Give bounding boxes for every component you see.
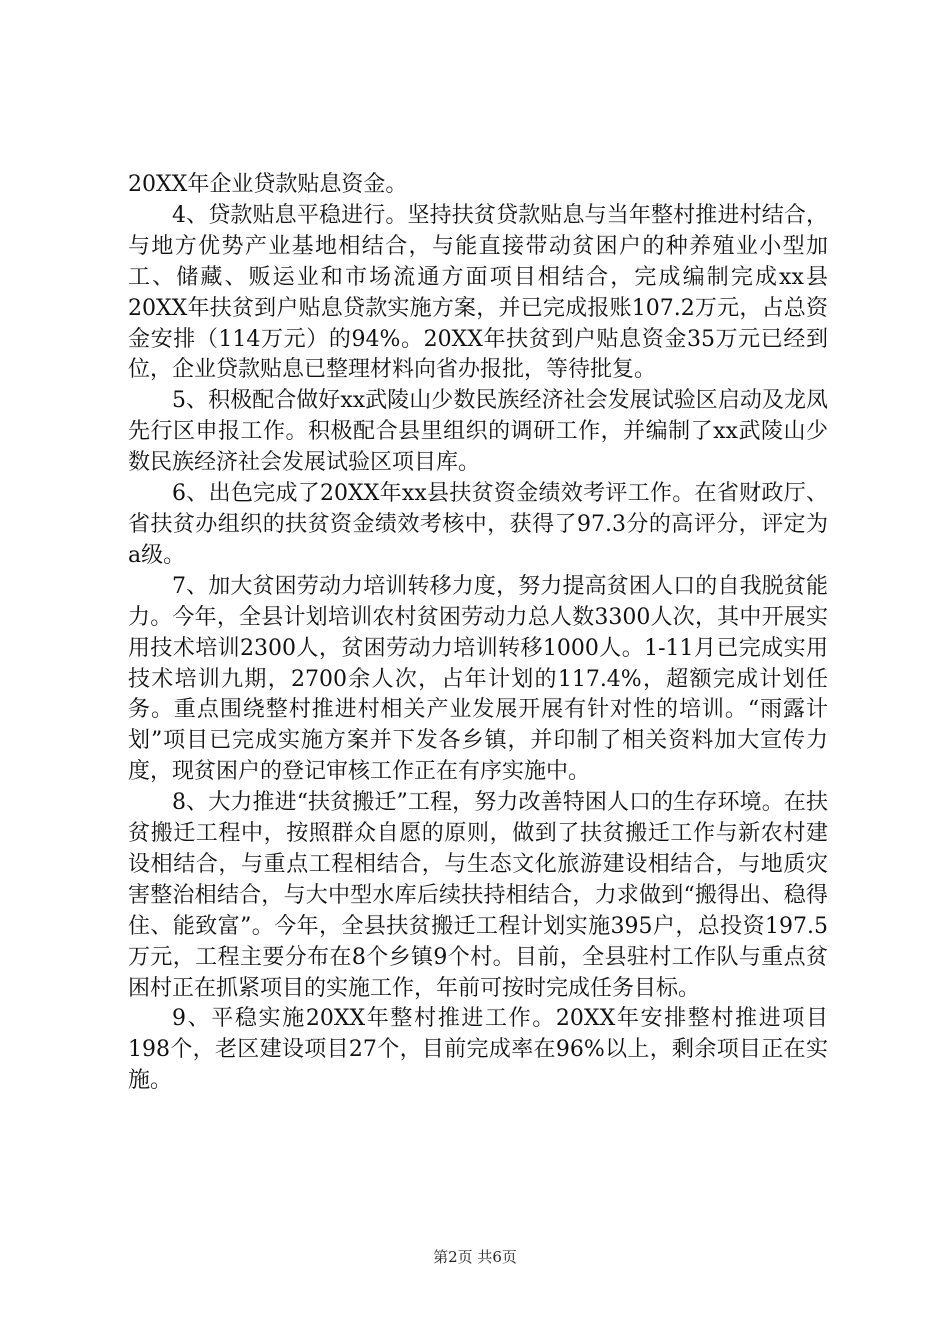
paragraph-9-village-advancement: 9、平稳实施20XX年整村推进工作。20XX年安排整村推进项目198个，老区建设项目27个，目前完成率在96%以上，剩余项目正在实施。 [128, 1006, 828, 1094]
document-body [128, 170, 828, 1097]
paragraph-5-wuling-mountain: 5、积极配合做好xx武陵山少数民族经济社会发展试验区启动及龙凤先行区申报工作。积极配合县里组织的调研工作，并编制了xx武陵山少数民族经济社会发展试验区项目库。 [128, 388, 828, 476]
paragraph-continuation: 20XX年企业贷款贴息资金。 [128, 172, 408, 197]
paragraph-7-labor-training: 7、加大贫困劳动力培训转移力度，努力提高贫困人口的自我脱贫能力。今年，全县计划培训农村贫困劳动力总人数3300人次，其中开展实用技术培训2300人，贫困劳动力培训转移1000人。1-11月已完成实用技术培训九期，2700余人次，占年计划的117.4%，超额完成计划任务。重点围绕整村推进村相关产业发展开展有针对性的培训。“雨露计划”项目已完成实施方案并下发各乡镇，并印制了相关资料加大宣传力度，现贫困户的登记审核工作正在有序实施中。 [128, 573, 828, 785]
paragraph-8-relocation: 8、大力推进“扶贫搬迁”工程，努力改善特困人口的生存环境。在扶贫搬迁工程中，按照群众自愿的原则，做到了扶贫搬迁工作与新农村建设相结合，与重点工程相结合，与生态文化旅游建设相结合，与地质灾害整治相结合，与大中型水库后续扶持相结合，力求做到“搬得出、稳得住、能致富”。今年，全县扶贫搬迁工程计划实施395户，总投资197.5万元，工程主要分布在8个乡镇9个村。目前，全县驻村工作队与重点贫困村正在抓紧项目的实施工作，年前可按时完成任务目标。 [128, 790, 828, 1001]
paragraph-4-loan-subsidy: 4、贷款贴息平稳进行。坚持扶贫贷款贴息与当年整村推进村结合，与地方优势产业基地相结合，与能直接带动贫困户的种养殖业小型加工、储藏、贩运业和市场流通方面项目相结合，完成编制完成xx县20XX年扶贫到户贴息贷款实施方案，并已完成报账107.2万元，占总资金安排（114万元）的94%。20XX年扶贫到户贴息资金35万元已经到位，企业贷款贴息已整理材料向省办报批，等待批复。 [128, 202, 828, 383]
paragraph-6-performance-evaluation: 6、出色完成了20XX年xx县扶贫资金绩效考评工作。在省财政厅、省扶贫办组织的扶贫资金绩效考核中，获得了97.3分的高评分，评定为a级。 [128, 481, 828, 568]
page-footer: 第2页 共6页 [433, 1248, 517, 1266]
